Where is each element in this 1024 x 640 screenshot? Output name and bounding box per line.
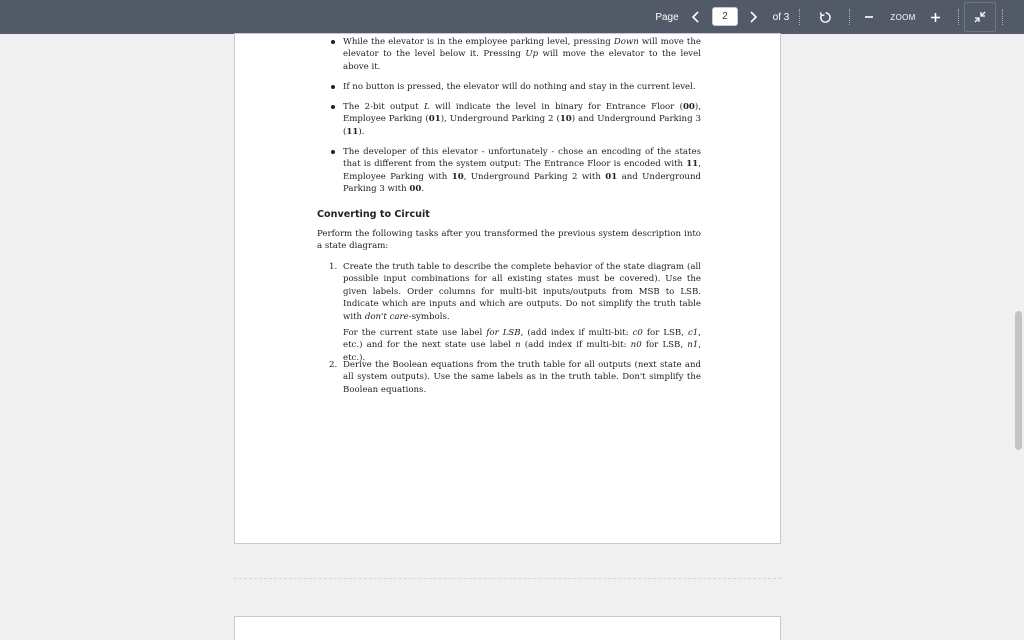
list-number: 1. — [329, 262, 338, 272]
rotate-icon — [819, 11, 832, 24]
bullet-icon — [331, 105, 335, 109]
bullet-icon — [331, 85, 335, 89]
list-item — [317, 36, 701, 73]
paragraph: The developer of this elevator - unfortunately - chose an encoding of the states that is different from the system output: The Entrance Floor is encoded with 11, Employee Parking with 10, Underground Parking 2 with 01 and Underground Parking 3 with 00. — [343, 147, 701, 195]
page-label: Page — [655, 11, 679, 23]
page-divider — [234, 578, 781, 579]
page-count-label: of 3 — [772, 11, 790, 23]
paragraph: Create the truth table to describe the complete behavior of the state diagram (all possible input combinations for all existing states must be covered). Use the given labels. Order columns for multi-bit inputs/outputs from MSB to LSB. Indicate which are inputs and which are outputs. Do not simplify the truth table with don't care-symbols. — [343, 262, 701, 322]
next-page-button[interactable] — [747, 0, 761, 34]
paragraph: Perform the following tasks after you transformed the previous system description into a state diagram: — [317, 229, 701, 252]
collapse-icon — [974, 11, 986, 23]
list-item — [317, 359, 701, 396]
list-item — [317, 81, 701, 93]
list-item — [317, 261, 701, 364]
paragraph: For the current state use label for LSB, (add index if multi-bit: c0 for LSB, c1, etc.) and for the next state use label n (add index if multi-bit: n0 for LSB, n1, etc.). — [343, 328, 701, 363]
paragraph: Derive the Boolean equations from the truth table for all outputs (next state and all system outputs). Use the same labels as in the truth table. Don't simplify the Boolean equations. — [343, 360, 701, 395]
toolbar-divider — [849, 9, 850, 25]
paragraph: The 2-bit output L will indicate the level in binary for Entrance Floor (00), Employee Parking (01), Underground Parking 2 (10) and Underground Parking 3 (11). — [343, 102, 701, 137]
list-number: 2. — [329, 360, 338, 370]
previous-page-button[interactable] — [688, 0, 702, 34]
pdf-toolbar — [0, 0, 1024, 34]
rotate-button[interactable] — [816, 0, 834, 34]
zoom-out-button[interactable] — [862, 0, 876, 34]
toolbar-divider — [1002, 9, 1003, 25]
list-item — [317, 101, 701, 138]
chevron-right-icon — [750, 11, 758, 23]
zoom-label: ZOOM — [890, 12, 916, 22]
toolbar-divider — [958, 9, 959, 25]
minus-icon — [864, 12, 874, 22]
plus-icon — [930, 12, 941, 23]
list-item — [317, 146, 701, 196]
paragraph: While the elevator is in the employee parking level, pressing Down will move the elevator to the level below it. Pressing Up will move the elevator to the level above it. — [343, 37, 701, 72]
scrollbar-thumb[interactable] — [1015, 311, 1022, 450]
zoom-in-button[interactable] — [928, 0, 942, 34]
paragraph: If no button is pressed, the elevator will do nothing and stay in the current level. — [343, 82, 696, 92]
pdf-page-next — [234, 616, 781, 640]
pdf-page — [234, 33, 781, 544]
chevron-left-icon — [691, 11, 699, 23]
bullet-icon — [331, 150, 335, 154]
exit-fullscreen-button[interactable] — [964, 2, 996, 32]
bullet-icon — [331, 40, 335, 44]
toolbar-divider — [799, 9, 800, 25]
section-heading: Converting to Circuit — [317, 209, 430, 220]
page-number-input[interactable] — [712, 7, 738, 26]
